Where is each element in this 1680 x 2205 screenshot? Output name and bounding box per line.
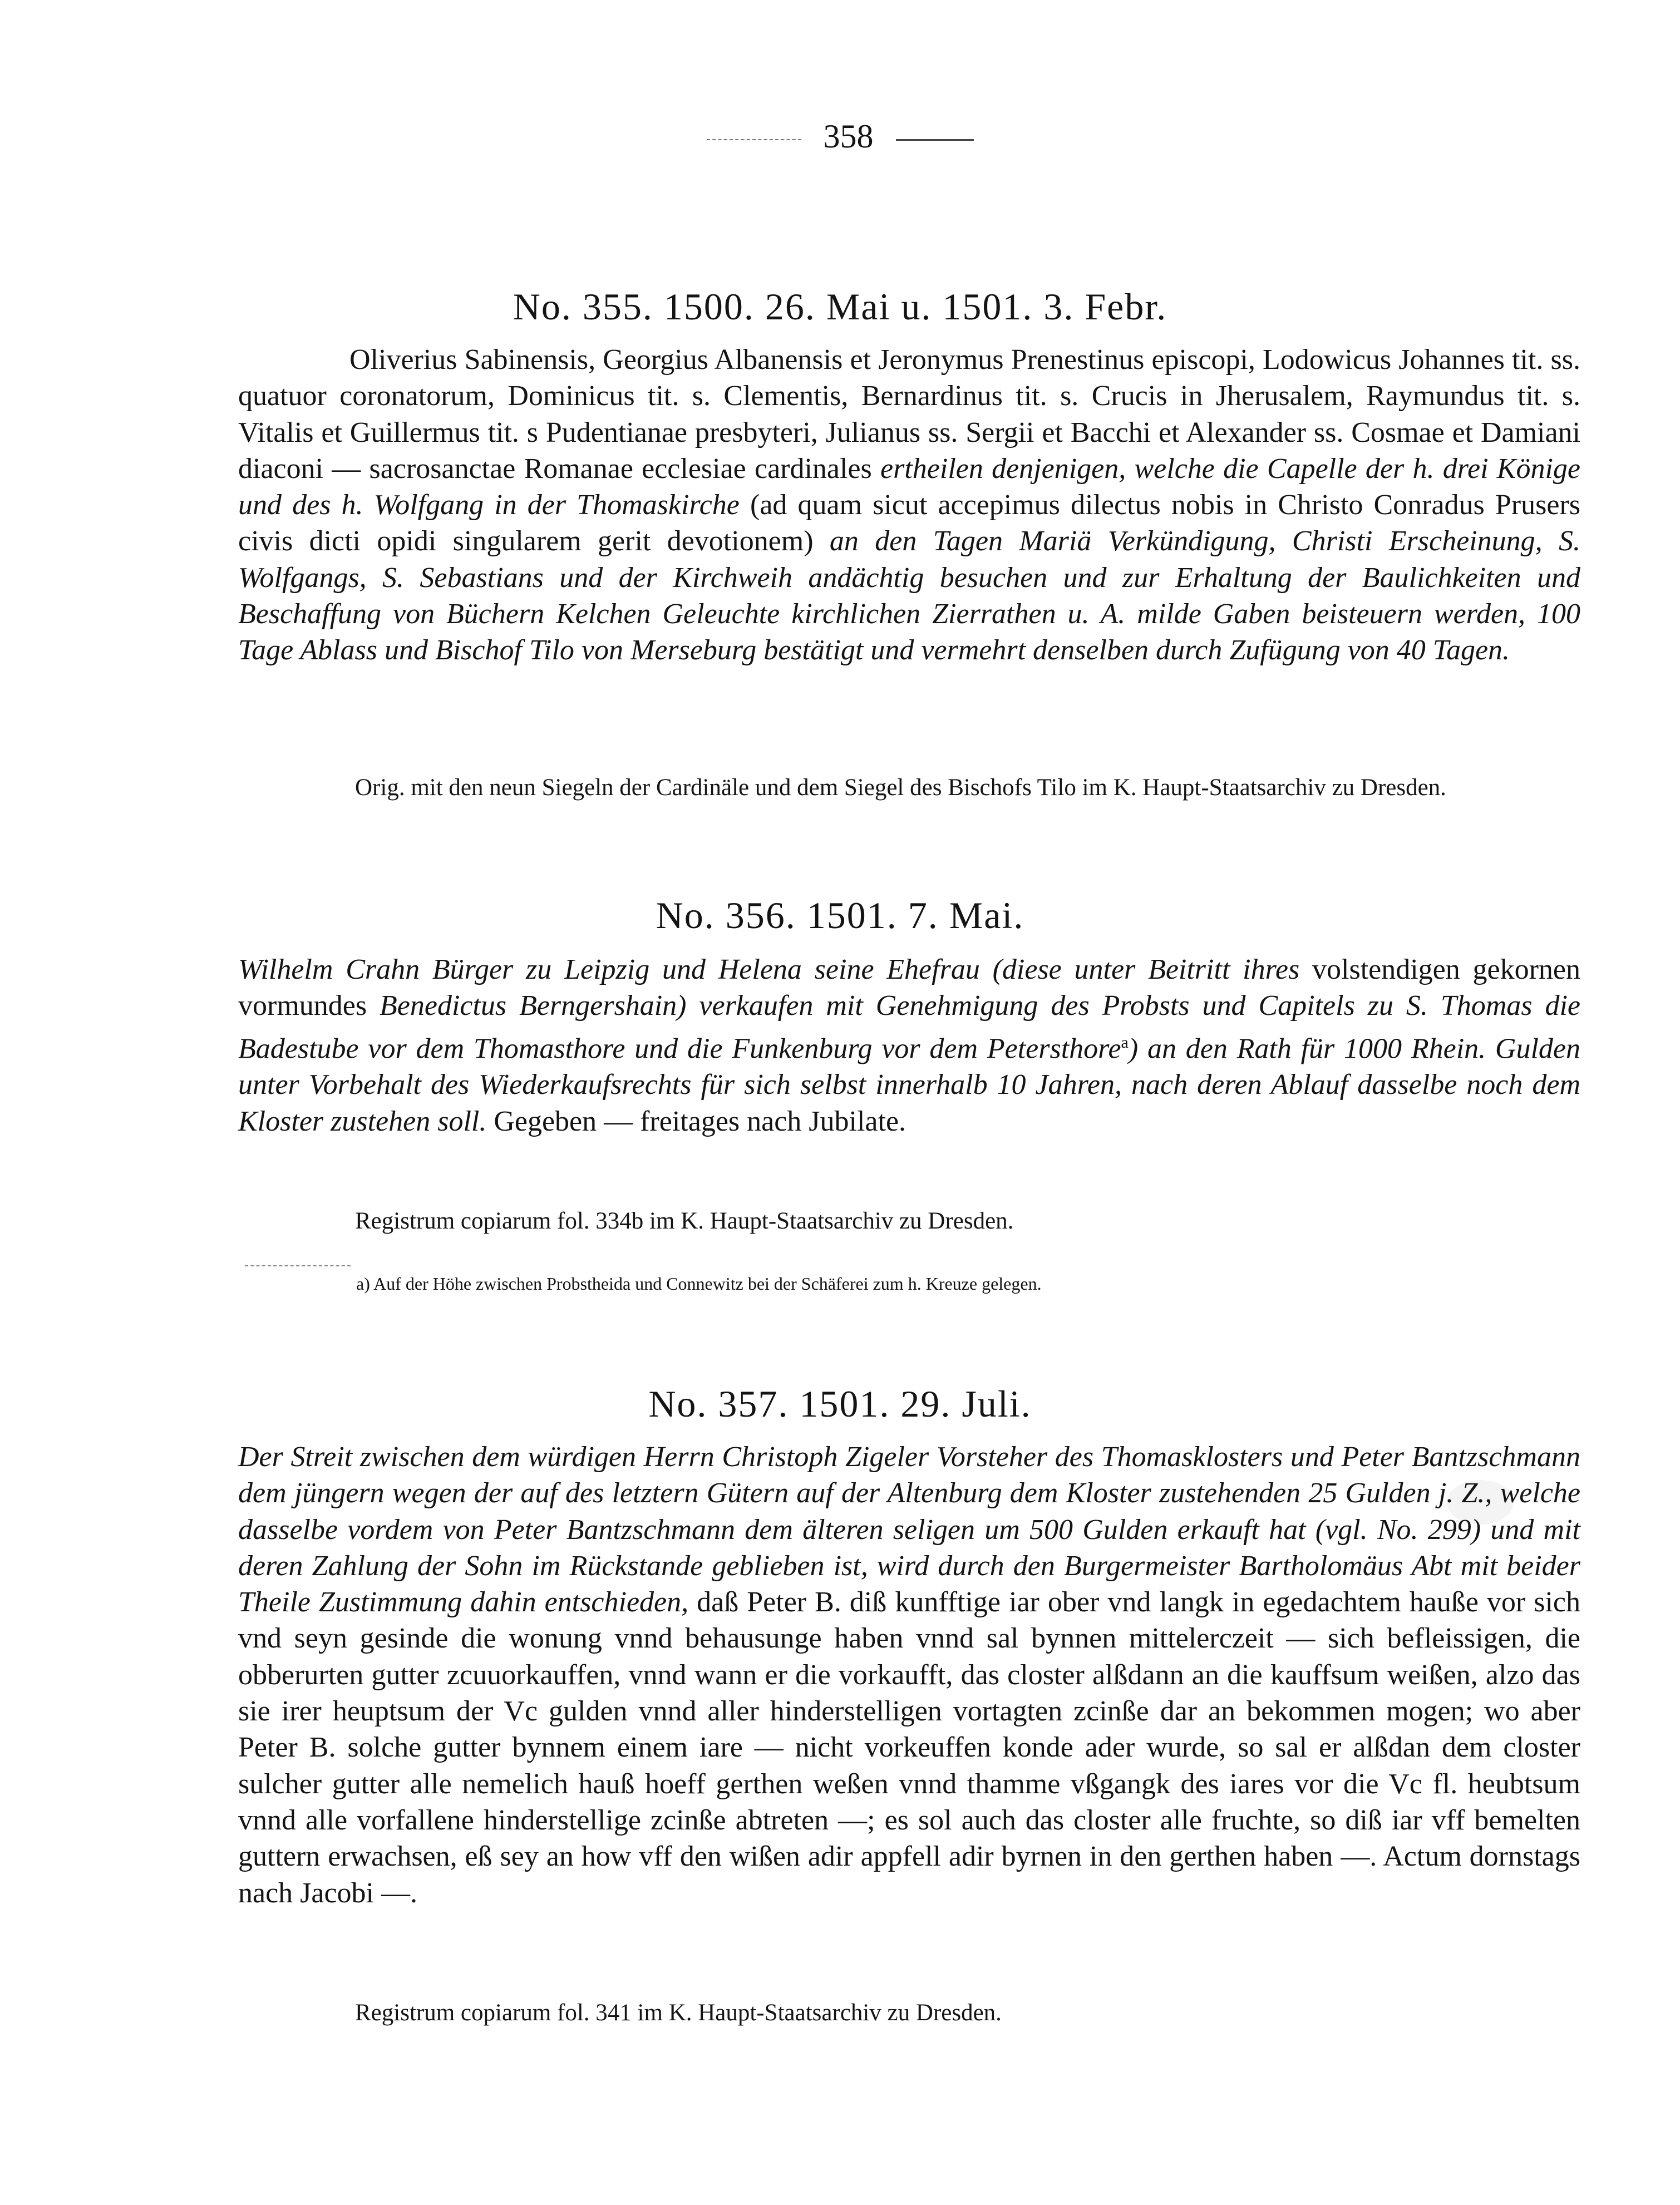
entry-text-italic: ertheilen denjenigen, welche die Capelle der h. drei Könige und des h. Wolfgang in der Thomaskirche	[238, 452, 1580, 521]
entry-text-italic: ) an den Rath für 1000 Rhein. Gulden unter Vorbehalt des Wiederkaufsrechts für sich selbst innerhalb 10 Jahren, nach deren Ablauf dasselbe noch dem Kloster zustehen soll.	[238, 1032, 1580, 1137]
source-text: Orig. mit den neun Siegeln der Cardinäle und dem Siegel des Bischofs Tilo im K. Haupt-Staatsarchiv zu Dresden.	[355, 775, 1446, 801]
entry-text: (ad quam sicut accepimus dilectus nobis in Christo Conradus Prusers civis dicti opidi singularem gerit devotionem)	[238, 489, 1580, 558]
entry-text-italic: Wilhelm Crahn Bürger zu Leipzig und Helena seine Ehefrau (diese unter Beitritt ihres	[238, 954, 1300, 985]
entry-text-italic: Der Streit zwischen dem würdigen Herrn Christoph Zigeler Vorsteher des Thomasklosters und Peter Bantzschmann dem jüngern wegen der auf des letztern Gütern auf der Altenburg dem Kloster zustehenden 25 Gulden j. Z., welche dasselbe vordem von Peter Bantzschmann dem älteren seligen um 500 Gulden erkauft hat (vgl. No. 299) und mit deren Zahlung der Sohn im Rückstande geblieben ist, wird durch den Burgermeister Bartholomäus Abt mit beider Theile Zustimmung dahin entschieden,	[238, 1441, 1580, 1619]
entry-title-355: No. 355. 1500. 26. Mai u. 1501. 3. Febr.	[513, 285, 1167, 328]
page-header	[0, 114, 1680, 159]
entry-body-357	[238, 1439, 1580, 1911]
entry-body-355	[238, 342, 1580, 669]
footnote: a) Auf der Höhe zwischen Probstheida und Connewitz bei der Schäferei zum h. Kreuze gelegen.	[356, 1274, 1042, 1294]
entry-title-356: No. 356. 1501. 7. Mai.	[656, 894, 1024, 936]
entry-text-italic: an den Tagen Mariä Verkündigung, Christi Erscheinung, S. Wolfgangs, S. Sebastians und der Kirchweih andächtig besuchen und zur Erhaltung der Baulichkeiten und Beschaffung von Büchern Kelchen Geleuchte kirchlichen Zierrathen u. A. milde Gaben beisteuern werden, 100 Tage Ablass und Bischof Tilo von Merseburg bestätigt und vermehrt denselben durch Zufügung von 40 Tagen.	[238, 525, 1580, 667]
entry-text: Oliverius Sabinensis, Georgius Albanensis et Jeronymus Prenestinus episcopi, Lodowicus Johannes tit. ss. quatuor coronatorum, Dominicus tit. s. Clementis, Bernardinus tit. s. Crucis in Jherusalem, Raymundus tit. s. Vitalis et Guillermus tit. s Pudentianae presbyteri, Julianus ss. Sergii et Bacchi et Alexander ss. Cosmae et Damiani diaconi — sacrosanctae Romanae ecclesiae cardinales	[238, 344, 1580, 485]
entry-text: volstendigen gekornen vormundes	[238, 954, 1580, 1022]
entry-text-italic: Benedictus Berngershain) verkaufen mit Genehmigung des Probsts und Capitels zu S. Thomas die Badestube vor dem Thomasthore und die Funkenburg vor dem Petersthore	[238, 990, 1580, 1064]
entry-text: Gegeben — freitages nach Jubilate.	[486, 1105, 906, 1137]
entry-title-357: No. 357. 1501. 29. Juli.	[648, 1383, 1032, 1425]
source-text: Registrum copiarum fol. 341 im K. Haupt-Staatsarchiv zu Dresden.	[355, 2000, 1002, 2026]
source-text: Registrum copiarum fol. 334b im K. Haupt-Staatsarchiv zu Dresden.	[355, 1208, 1014, 1234]
header-rule-left	[707, 139, 801, 140]
entry-source-357	[238, 1996, 1580, 2030]
footnote-rule	[245, 1265, 351, 1266]
entry-source-355	[238, 771, 1580, 805]
entry-text: daß Peter B. diß kunfftige iar ober vnd langk in egedachtem hauße vor sich vnd seyn gesinde die wonung vnnd behausunge haben vnnd sal bynnen mittelerczeit — sich befleissigen, die obberurten gutter zcuuorkauffen, vnnd wann er die vorkaufft, das closter alßdann an die kauffsum weißen, alzo das sie irer heuptsum der Vc gulden vnnd aller hinderstelligen vortagten zcinße dar an bekommen mogen; wo aber Peter B. solche gutter bynnem einem iare — nicht vorkeuffen konde ader wurde, so sal er alßdan dem closter sulcher gutter alle nemelich hauß hoeff gerthen weßen vnnd thamme vßgangk des iares vor die Vc fl. heubtsum vnnd alle vorfallene hinderstellige zcinße abtreten —; es sol auch das closter alle fruchte, so diß iar vff bemelten guttern erwachsen, eß sey an how vff den wißen adir appfell adir byrnen in den gerthen haben —. Actum dornstags nach Jacobi —.	[238, 1586, 1580, 1909]
footnote-marker: a	[1121, 1033, 1129, 1052]
page-number: 358	[823, 118, 874, 155]
entry-body-356	[238, 951, 1580, 1140]
entry-source-356	[238, 1205, 1580, 1238]
header-rule-right	[896, 139, 974, 141]
